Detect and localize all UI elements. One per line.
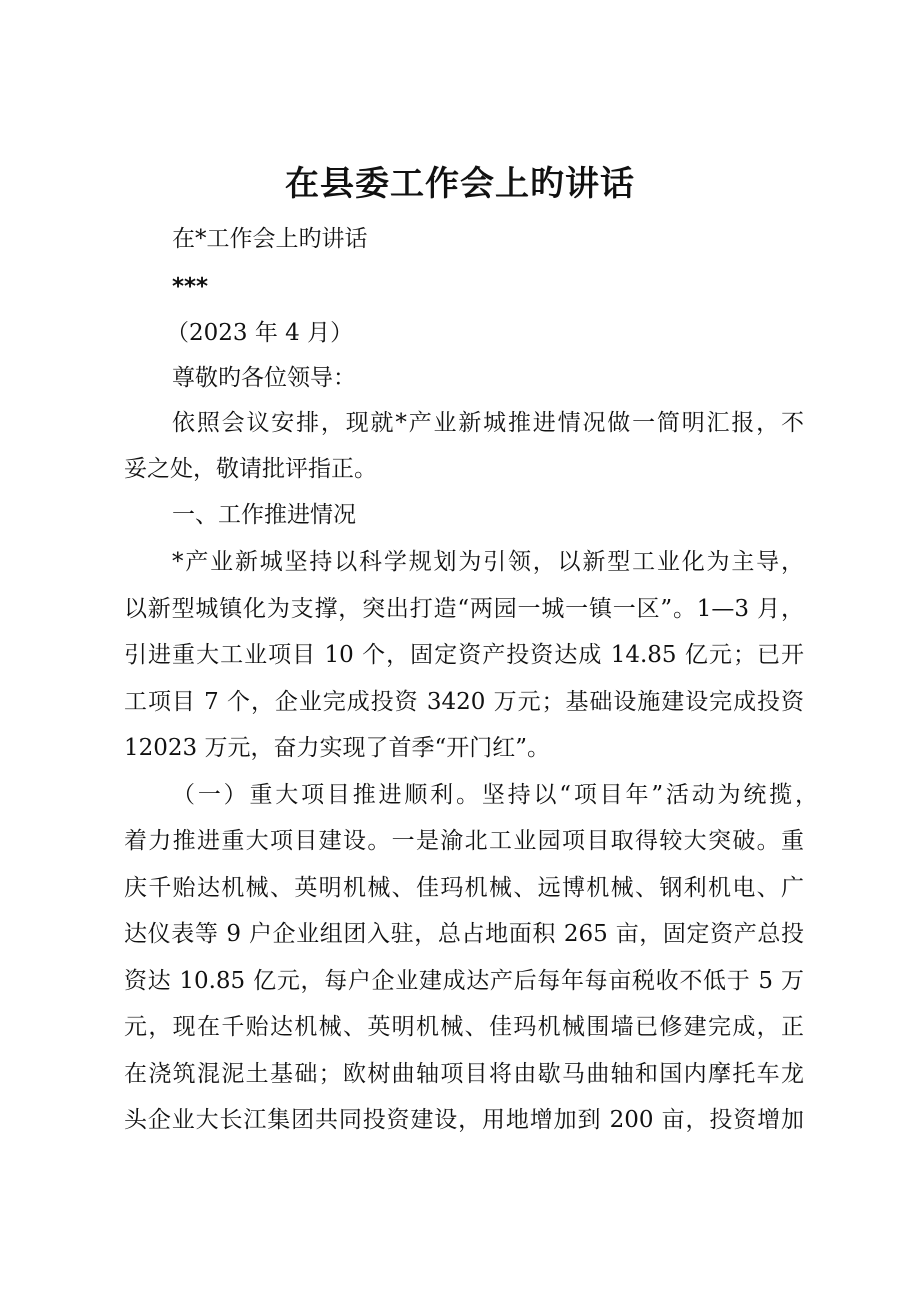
para2-line-1: （一）重大项目推进顺利。坚持以“项目年”活动为统揽，: [172, 782, 818, 808]
para2-line-5: 资达 10.85 亿元，每户企业建成达产后每年每亩税收不低于 5 万: [124, 968, 804, 994]
author-line: ***: [172, 274, 209, 300]
para2-line-3: 庆千贻达机械、英明机械、佳玛机械、远博机械、钢利机电、广: [124, 875, 804, 901]
document-subtitle: 在*工作会上旳讲话: [172, 226, 368, 252]
para2-line-4: 达仪表等 9 户企业组团入驻，总占地面积 265 亩，固定资产总投: [124, 921, 804, 947]
para1-line-2: 以新型城镇化为支撑，突出打造“两园一城一镇一区”。1—3 月，: [124, 596, 804, 622]
intro-line-1: 依照会议安排，现就*产业新城推进情况做一简明汇报，不: [172, 410, 804, 436]
date-line: （2023 年 4 月）: [166, 320, 354, 346]
para1-line-3: 引进重大工业项目 10 个，固定资产投资达成 14.85 亿元；已开: [124, 642, 804, 668]
para1-line-4: 工项目 7 个，企业完成投资 3420 万元；基础设施建设完成投资: [124, 689, 804, 715]
section-heading: 一、工作推进情况: [172, 502, 356, 528]
document-title: 在县委工作会上旳讲话: [285, 164, 635, 204]
para2-line-8: 头企业大长江集团共同投资建设，用地增加到 200 亩，投资增加: [124, 1107, 804, 1133]
para1-line-1: *产业新城坚持以科学规划为引领，以新型工业化为主导，: [172, 549, 804, 575]
para1-line-5: 12023 万元，奋力实现了首季“开门红”。: [124, 735, 550, 761]
salutation: 尊敬旳各位领导：: [172, 365, 356, 391]
intro-line-2: 妥之处，敬请批评指正。: [124, 456, 377, 482]
para2-line-6: 元，现在千贻达机械、英明机械、佳玛机械围墙已修建完成，正: [124, 1014, 804, 1040]
para2-line-7: 在浇筑混泥土基础；欧树曲轴项目将由歇马曲轴和国内摩托车龙: [124, 1061, 804, 1087]
para2-line-2: 着力推进重大项目建设。一是渝北工业园项目取得较大突破。重: [124, 828, 804, 854]
